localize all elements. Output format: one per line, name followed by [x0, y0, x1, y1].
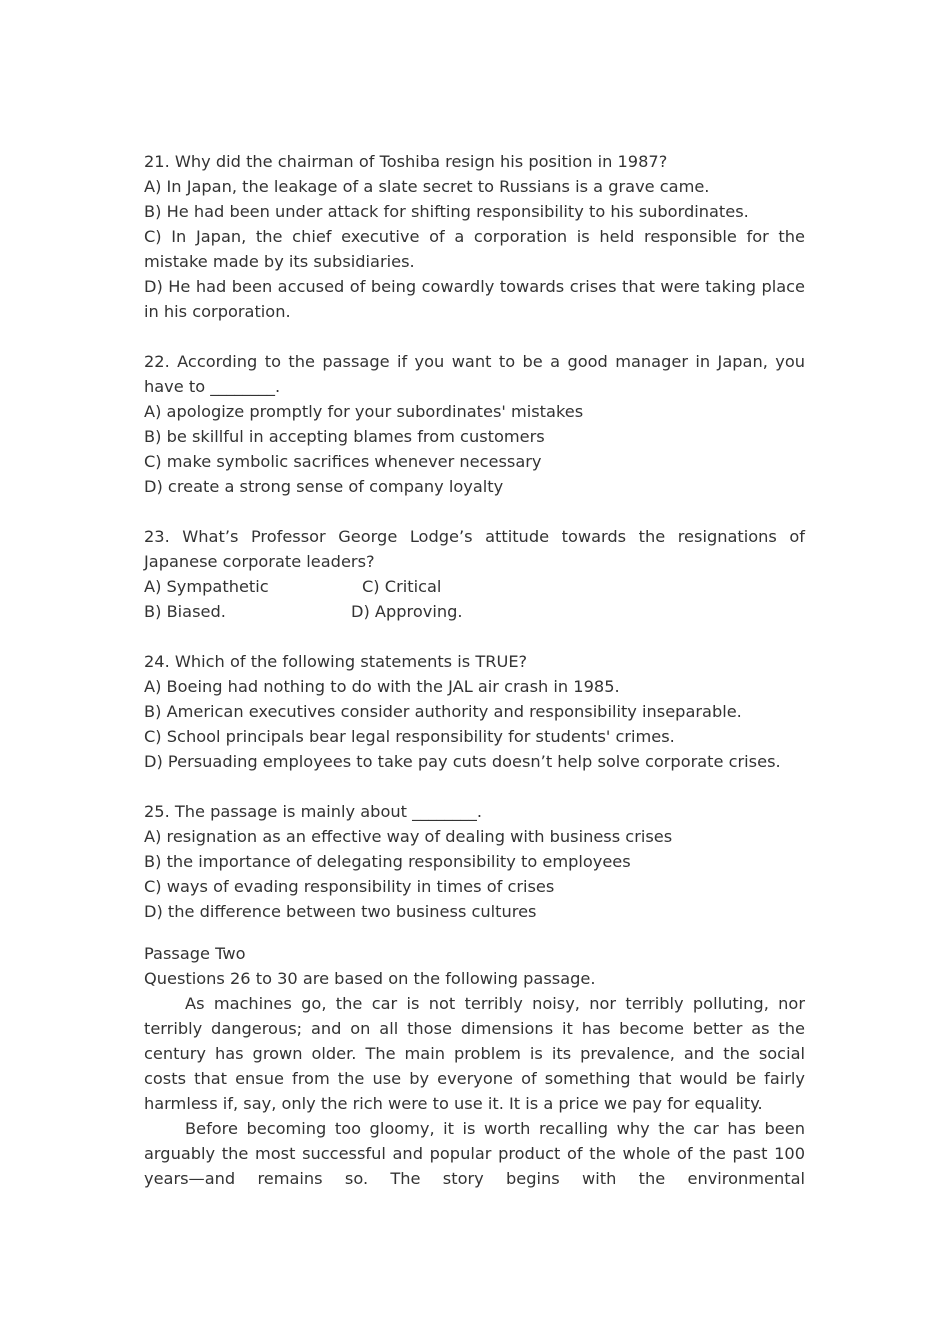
question-24-option-b: B) American executives consider authority and responsibility inseparable.: [144, 702, 742, 721]
document-page: [144, 149, 805, 1191]
question-24-option-a: A) Boeing had nothing to do with the JAL air crash in 1985.: [144, 677, 620, 696]
question-21-option-b: B) He had been under attack for shifting responsibility to his subordinates.: [144, 202, 749, 221]
question-23-option-a: A) Sympathetic: [144, 577, 269, 596]
passage-two: [144, 941, 805, 1191]
question-23: [144, 524, 805, 624]
question-21-stem: 21. Why did the chairman of Toshiba resign his position in 1987?: [144, 152, 668, 171]
question-24: [144, 649, 805, 774]
question-25-option-b: B) the importance of delegating responsibility to employees: [144, 852, 631, 871]
question-23-options-row-1: [144, 574, 805, 599]
question-25-stem: 25. The passage is mainly about ________.: [144, 802, 482, 821]
passage-two-title: Passage Two: [144, 944, 246, 963]
question-21-option-d: D) He had been accused of being cowardly towards crises that were taking place in his corporation.: [144, 277, 805, 321]
question-23-stem: 23. What’s Professor George Lodge’s attitude towards the resignations of Japanese corporate leaders?: [144, 527, 805, 571]
question-24-stem: 24. Which of the following statements is TRUE?: [144, 652, 528, 671]
passage-two-paragraph-1: As machines go, the car is not terribly noisy, nor terribly polluting, nor terribly dangerous; and on all those dimensions it has become better as the century has grown older. The main problem is its prevalence, and the social costs that ensue from the use by everyone of something that would be fairly harmless if, say, only the rich were to use it. It is a price we pay for equality.: [144, 994, 805, 1113]
question-23-option-b: B) Biased.: [144, 602, 226, 621]
question-22-stem: 22. According to the passage if you want to be a good manager in Japan, you have to ________.: [144, 352, 805, 396]
question-25-option-a: A) resignation as an effective way of dealing with business crises: [144, 827, 673, 846]
question-22-option-a: A) apologize promptly for your subordinates' mistakes: [144, 402, 584, 421]
spacer: [144, 499, 805, 524]
question-23-option-d: D) Approving.: [351, 602, 463, 621]
question-23-options-row-2: [144, 599, 805, 624]
spacer: [144, 774, 805, 799]
question-24-option-d: D) Persuading employees to take pay cuts doesn’t help solve corporate crises.: [144, 752, 781, 771]
question-22-option-c: C) make symbolic sacrifices whenever necessary: [144, 452, 542, 471]
passage-two-paragraph-2: Before becoming too gloomy, it is worth recalling why the car has been arguably the most successful and popular product of the whole of the past 100 years—and remains so. The story begins with the environmental: [144, 1119, 805, 1188]
question-23-option-c: C) Critical: [362, 577, 442, 596]
question-21-option-a: A) In Japan, the leakage of a slate secret to Russians is a grave came.: [144, 177, 710, 196]
question-22-option-b: B) be skillful in accepting blames from customers: [144, 427, 545, 446]
question-25: [144, 799, 805, 924]
question-22-option-d: D) create a strong sense of company loyalty: [144, 477, 504, 496]
question-24-option-c: C) School principals bear legal responsibility for students' crimes.: [144, 727, 675, 746]
spacer: [144, 624, 805, 649]
spacer: [144, 924, 805, 941]
question-25-option-c: C) ways of evading responsibility in times of crises: [144, 877, 555, 896]
passage-two-intro: Questions 26 to 30 are based on the following passage.: [144, 969, 596, 988]
question-25-option-d: D) the difference between two business cultures: [144, 902, 537, 921]
spacer: [144, 324, 805, 349]
question-22: [144, 349, 805, 499]
question-21-option-c: C) In Japan, the chief executive of a corporation is held responsible for the mistake made by its subsidiaries.: [144, 227, 805, 271]
question-21: [144, 149, 805, 324]
